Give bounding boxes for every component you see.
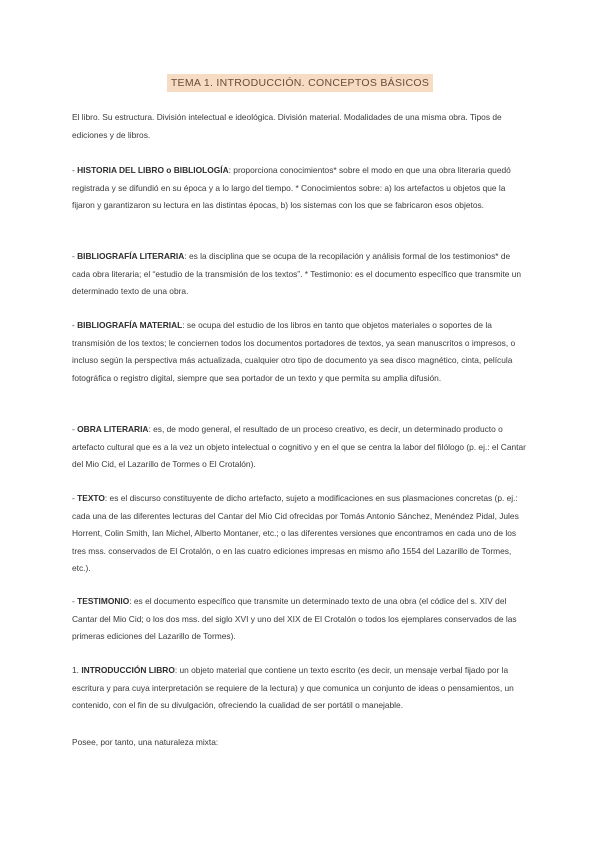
- section-historia-del-libro: [72, 162, 530, 215]
- section-prefix: -: [72, 251, 78, 261]
- section-testimonio: [72, 593, 530, 646]
- section-prefix: -: [72, 424, 78, 434]
- section-texto: [72, 490, 530, 578]
- section-text: : proporciona conocimientos* sobre el modo en que una obra literaria quedó registrada y se difundió en su época y a lo largo del tiempo. * Conocimientos sobre: a) los artefactos u objetos que la fijaron y garantizaron su lectura en las distintas épocas, b) los sistemas con los que se fabricaron esos objetos.: [72, 165, 511, 211]
- document-title: TEMA 1. INTRODUCCIÓN. CONCEPTOS BÁSICOS: [167, 74, 433, 92]
- section-term: BIBLIOGRAFÍA MATERIAL: [77, 320, 183, 330]
- section-prefix: -: [72, 320, 78, 330]
- section-prefix: 1.: [72, 665, 82, 675]
- section-prefix: -: [72, 165, 78, 175]
- section-term: INTRODUCCIÓN LIBRO: [81, 665, 175, 675]
- section-prefix: -: [72, 596, 78, 606]
- section-term: TESTIMONIO: [77, 596, 130, 606]
- section-text: : es el discurso constituyente de dicho artefacto, sujeto a modificaciones en sus plasmaciones concretas (p. ej.: cada una de las diferentes lecturas del Cantar del Mio Cid ofrecidas por Tomás Antonio Sánchez, Menéndez Pidal, Jules Horrent, Colin Smith, Ian Michel, Alberto Montaner, etc.; o las diferentes versiones que encontramos en cada uno de los tres mss. conservados de El Crotalón, o en las cuatro ediciones impresas en mismo año 1554 del Lazarillo de Tormes, etc.).: [72, 493, 519, 574]
- section-text: : un objeto material que contiene un texto escrito (es decir, un mensaje verbal fijado por la escritura y para cuya interpretación se requiere de la lectura) y que comunica un conjunto de ideas o pensamientos, un contenido, con el fin de su divulgación, ofreciendo la cualidad de ser portátil o manejable.: [72, 665, 514, 711]
- section-prefix: -: [72, 493, 78, 503]
- section-term: HISTORIA DEL LIBRO o BIBLIOLOGÍA: [77, 165, 229, 175]
- intro-paragraph: El libro. Su estructura. División intelectual e ideológica. División material. Modalidades de una misma obra. Tipos de ediciones y de libros.: [72, 112, 502, 140]
- title-wrap: [0, 73, 600, 92]
- section-term: OBRA LITERARIA: [77, 424, 149, 434]
- section-obra-literaria: [72, 421, 530, 474]
- section-text: : es, de modo general, el resultado de un proceso creativo, es decir, un determinado producto o artefacto cultural que es a la vez un objeto intelectual o cognitivo y en el que se centra la labor del filólogo (p. ej.: el Cantar del Mio Cid, el Lazarillo de Tormes o El Crotalón).: [72, 424, 526, 470]
- section-bibliografia-material: [72, 317, 530, 387]
- section-term: BIBLIOGRAFÍA LITERARIA: [77, 251, 185, 261]
- section-bibliografia-literaria: [72, 248, 530, 301]
- section-text: : es el documento específico que transmite un determinado texto de una obra (el códice del s. XIV del Cantar del Mio Cid; o los dos mss. del siglo XVI y uno del XIX de El Crotalón o todos los ejemplares conservados de las primeras ediciones del Lazarillo de Tormes).: [72, 596, 517, 642]
- closing-paragraph: Posee, por tanto, una naturaleza mixta:: [72, 737, 219, 747]
- section-introduccion-libro: [72, 662, 530, 715]
- section-text: : es la disciplina que se ocupa de la recopilación y análisis formal de los testimonios* de cada obra literaria; el “estudio de la transmisión de los textos”. * Testimonio: es el documento específico que transmite un determinado texto de una obra.: [72, 251, 522, 297]
- section-text: : se ocupa del estudio de los libros en tanto que objetos materiales o soportes de la transmisión de los textos; le conciernen todos los documentos portadores de textos, ya sean manuscritos o impresos, o incluso según la perspectiva más actualizada, cualquier otro tipo de documento ya sea disco magnético, cinta, película fotográfica o registro digital, siempre que sea portador de un texto y que permita su amplia difusión.: [72, 320, 516, 383]
- section-term: TEXTO: [77, 493, 105, 503]
